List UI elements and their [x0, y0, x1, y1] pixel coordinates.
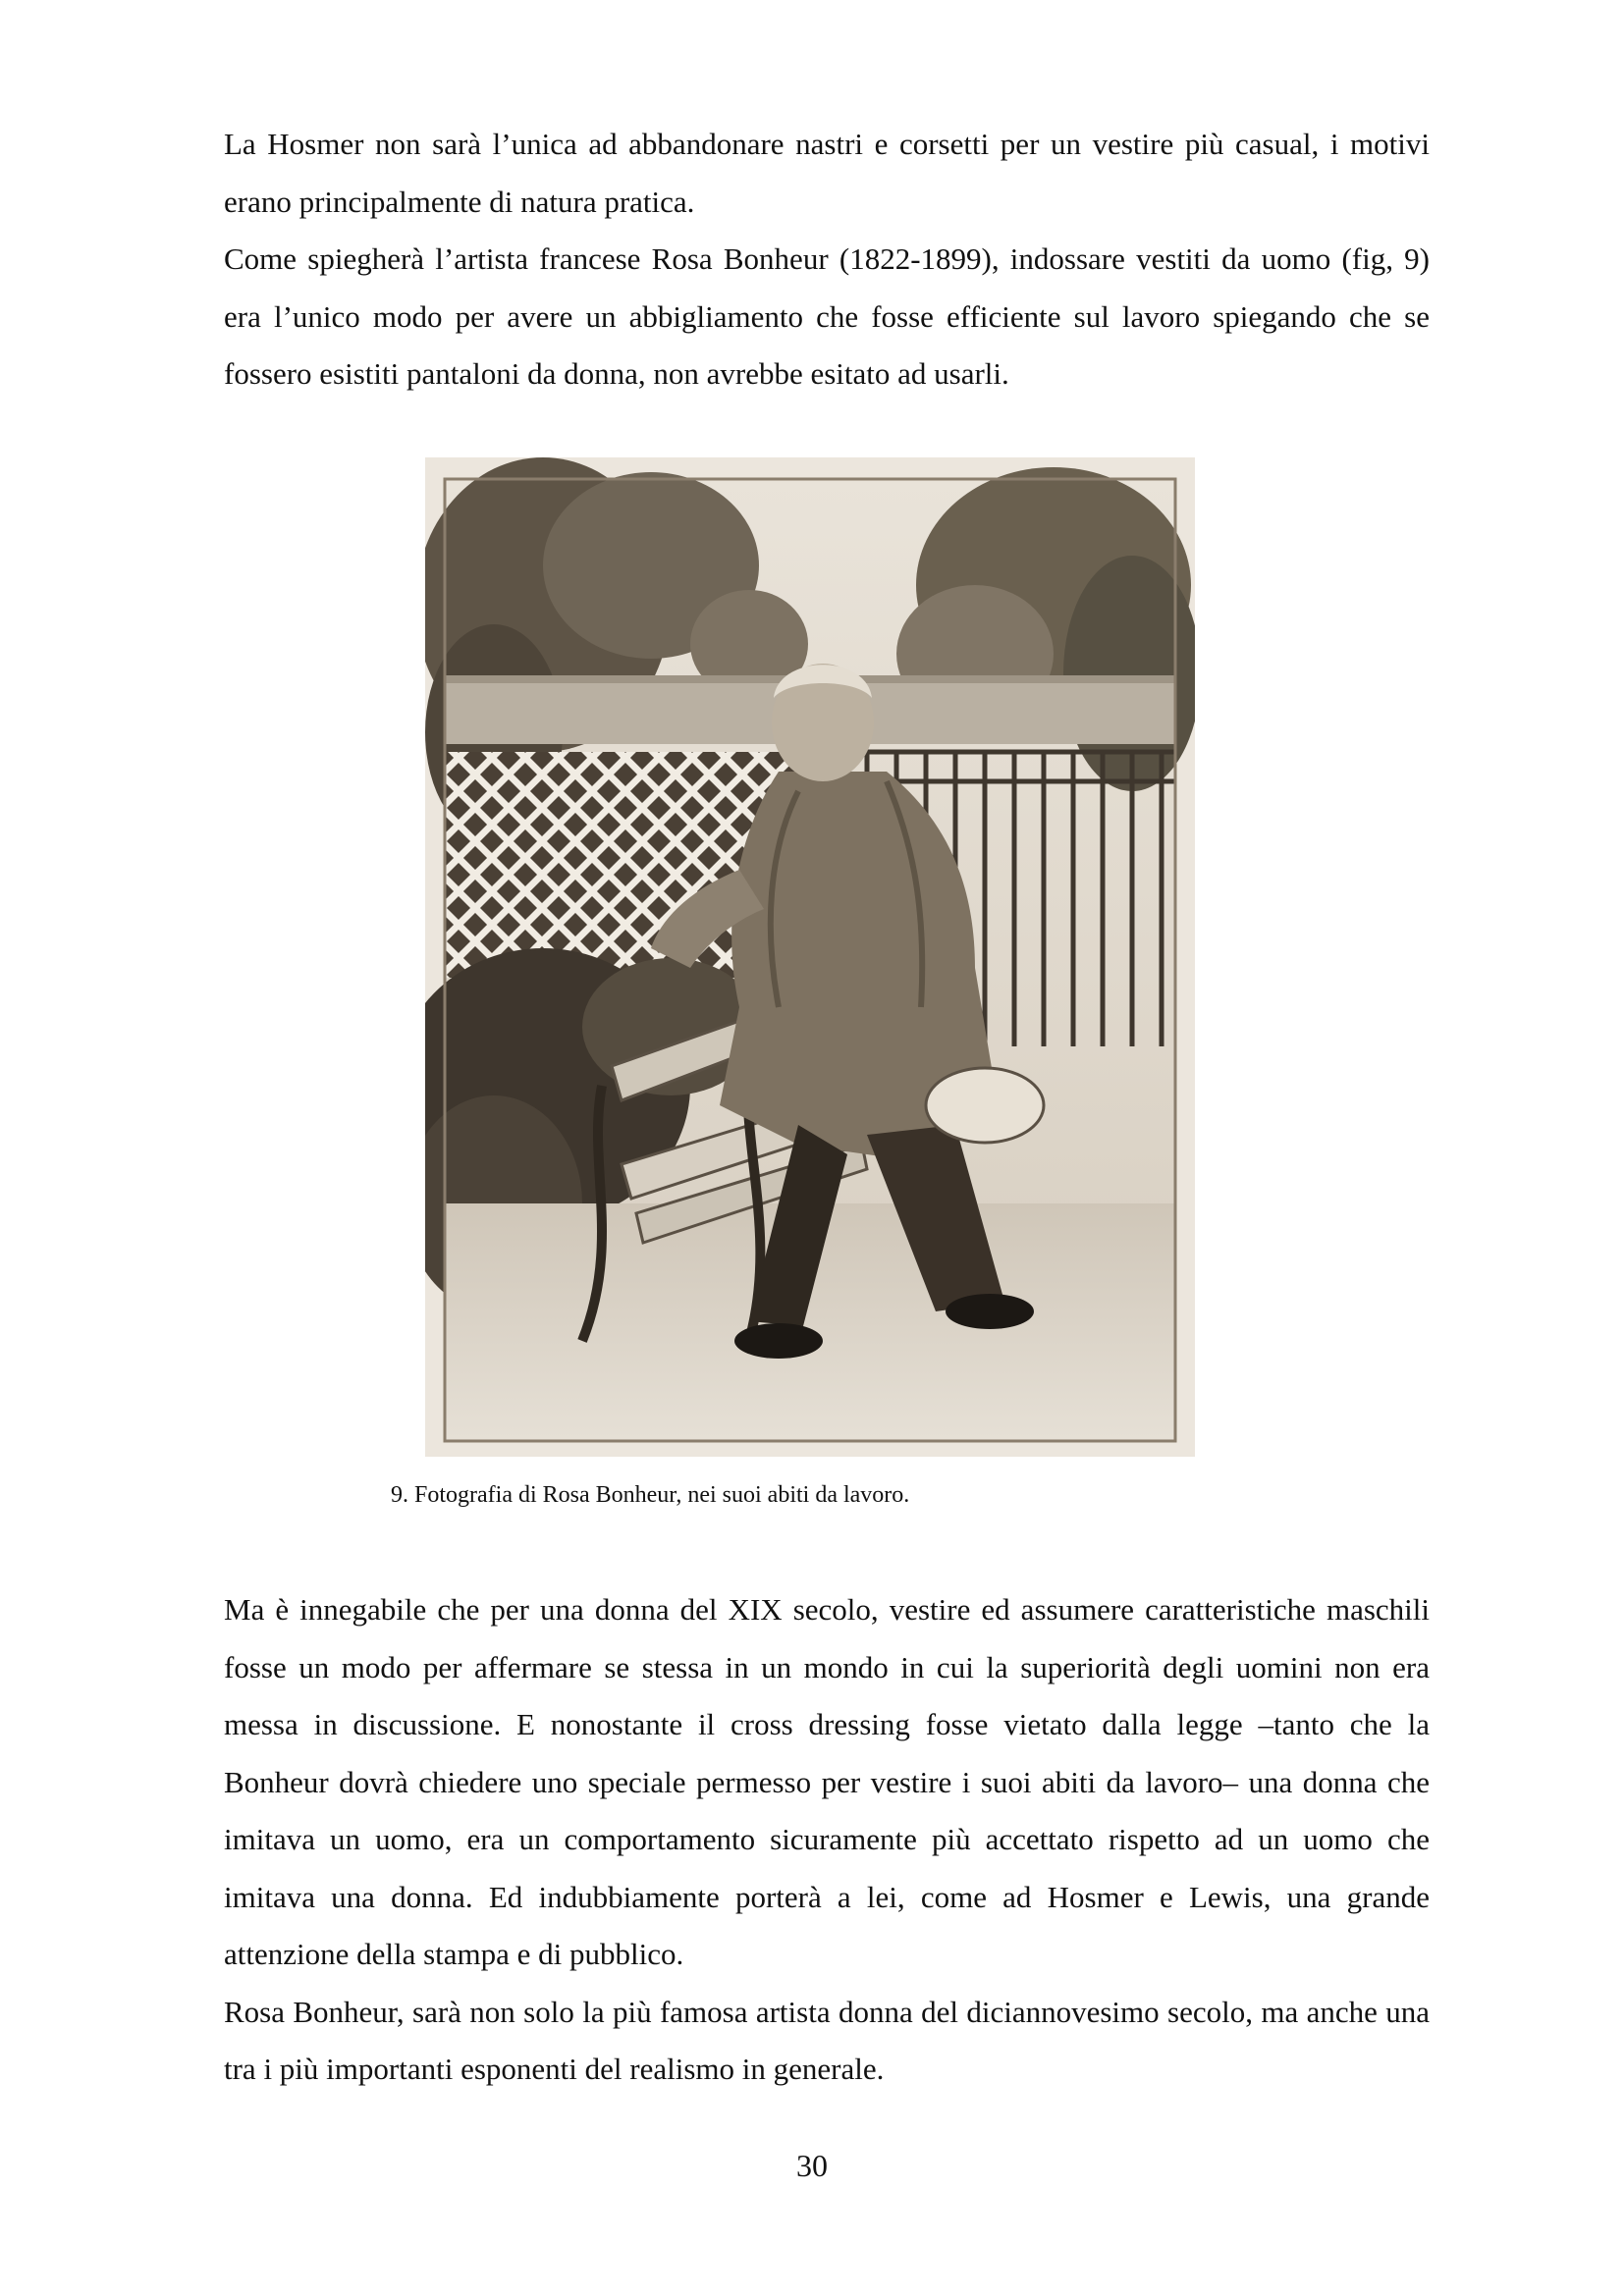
straw-hat — [926, 1068, 1044, 1143]
paragraph: Come spiegherà l’artista francese Rosa Bonheur (1822-1899), indossare vestiti da uomo (fig, 9) era l’unico modo per avere un abbigliamento che fosse efficiente sul lavoro spiegando che se fossero esistiti pantaloni da donna, non avrebbe esitato ad usarli. — [224, 241, 1430, 391]
figure-photo-rosa-bonheur — [425, 457, 1195, 1457]
figure-caption: 9. Fotografia di Rosa Bonheur, nei suoi abiti da lavoro. — [391, 1482, 910, 1508]
photo-illustration — [425, 457, 1195, 1457]
paragraph: Ma è innegabile che per una donna del XIX secolo, vestire ed assumere caratteristiche maschili fosse un modo per affermare se stessa in un mondo in cui la superiorità degli uomini non era messa in discussione. E nonostante il cross dressing fosse vietato dalla legge –tanto che la Bonheur dovrà chiedere uno speciale permesso per vestire i suoi abiti da lavoro– una donna che imitava un uomo, era un comportamento sicuramente più accettato rispetto ad un uomo che imitava una donna. Ed indubbiamente porterà a lei, come ad Hosmer e Lewis, una grande attenzione della stampa e di pubblico. — [224, 1592, 1430, 1971]
text-block-top — [224, 116, 1430, 403]
text-block-bottom — [224, 1581, 1430, 2099]
paragraph: Rosa Bonheur, sarà non solo la più famosa artista donna del diciannovesimo secolo, ma anche una tra i più importanti esponenti del realismo in generale. — [224, 1994, 1430, 2086]
paragraph: La Hosmer non sarà l’unica ad abbandonare nastri e corsetti per un vestire più casual, i motivi erano principalmente di natura pratica. — [224, 127, 1430, 219]
page-number: 30 — [796, 2148, 828, 2183]
